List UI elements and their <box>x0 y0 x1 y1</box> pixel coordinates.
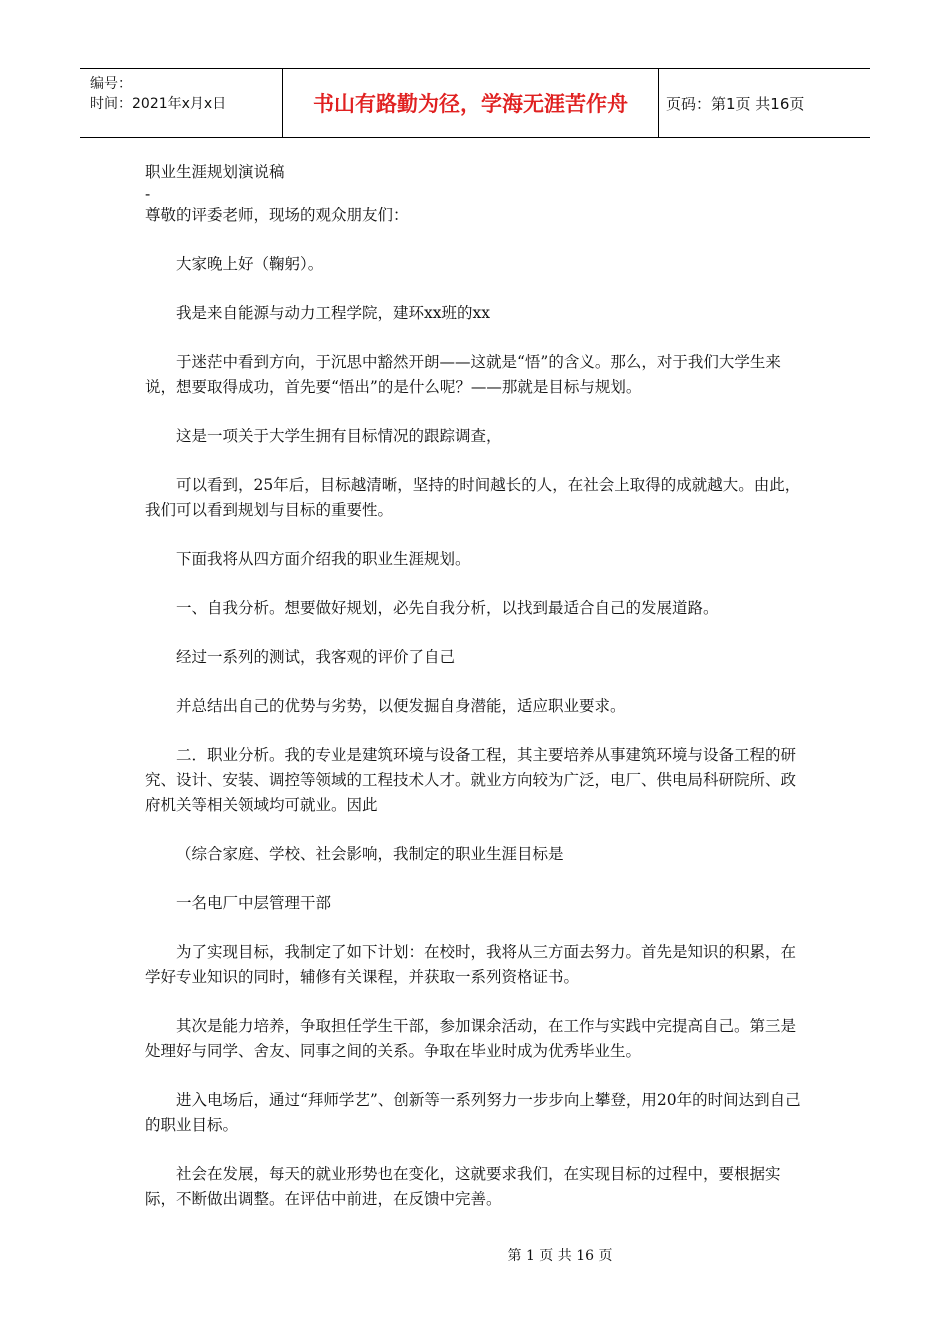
document-body <box>145 160 810 1236</box>
paragraph: 进入电场后，通过“拜师学艺”、创新等一系列努力一步步向上攀登，用20年的时间达到自己的职业目标。 <box>145 1091 801 1134</box>
salutation: 尊敬的评委老师，现场的观众朋友们： <box>145 206 409 224</box>
document-number-label: 编号： <box>90 76 132 92</box>
paragraph: 并总结出自己的优势与劣势，以便发掘自身潜能，适应职业要求。 <box>176 697 626 715</box>
paragraph: 大家晚上好（鞠躬）。 <box>176 255 324 273</box>
page-footer <box>0 1245 950 1265</box>
paragraph: 为了实现目标，我制定了如下计划：在校时，我将从三方面去努力。首先是知识的积累，在学好专业知识的同时，辅修有关课程，并获取一系列资格证书。 <box>145 943 797 986</box>
paragraph: （综合家庭、学校、社会影响，我制定的职业生涯目标是 <box>176 845 564 863</box>
paragraph: 其次是能力培养，争取担任学生干部，参加课余活动，在工作与实践中完提高自己。第三是处理好与同学、舍友、同事之间的关系。争取在毕业时成为优秀毕业生。 <box>145 1017 797 1060</box>
footer-page-number: 第 1 页 共 16 页 <box>507 1248 613 1264</box>
title-dash: - <box>145 185 151 203</box>
paragraph: 这是一项关于大学生拥有目标情况的跟踪调查， <box>176 427 502 445</box>
paragraph: 经过一系列的测试，我客观的评价了自己 <box>176 648 456 666</box>
document-time-label: 时间：2021年x月x日 <box>90 96 227 112</box>
document-title: 职业生涯规划演说稿 <box>145 163 285 181</box>
paragraph: 于迷茫中看到方向，于沉思中豁然开朗——这就是“悟”的含义。那么，对于我们大学生来说，想要取得成功，首先要“悟出”的是什么呢？——那就是目标与规划。 <box>145 353 781 396</box>
paragraph: 下面我将从四方面介绍我的职业生涯规划。 <box>176 550 471 568</box>
header-motto: 书山有路勤为径，学海无涯苦作舟 <box>283 69 659 137</box>
paragraph: 社会在发展，每天的就业形势也在变化，这就要求我们，在实现目标的过程中，要根据实际，不断做出调整。在评估中前进，在反馈中完善。 <box>145 1165 781 1208</box>
paragraph: 我是来自能源与动力工程学院，建环xx班的xx <box>176 304 490 322</box>
header-page-info: 页码：第1页 共16页 <box>666 94 805 113</box>
paragraph: 可以看到，25年后，目标越清晰，坚持的时间越长的人，在社会上取得的成就越大。由此，我们可以看到规划与目标的重要性。 <box>145 476 801 519</box>
paragraph: 二．职业分析。我的专业是建筑环境与设备工程，其主要培养从事建筑环境与设备工程的研究、设计、安装、调控等领域的工程技术人才。就业方向较为广泛，电厂、供电局科研院所、政府机关等相关领域均可就业。因此 <box>145 746 797 814</box>
paragraph: 一、自我分析。想要做好规划，必先自我分析，以找到最适合自己的发展道路。 <box>176 599 719 617</box>
header-meta-cell <box>80 69 283 137</box>
page-header <box>80 68 870 138</box>
paragraph: 一名电厂中层管理干部 <box>176 894 332 912</box>
